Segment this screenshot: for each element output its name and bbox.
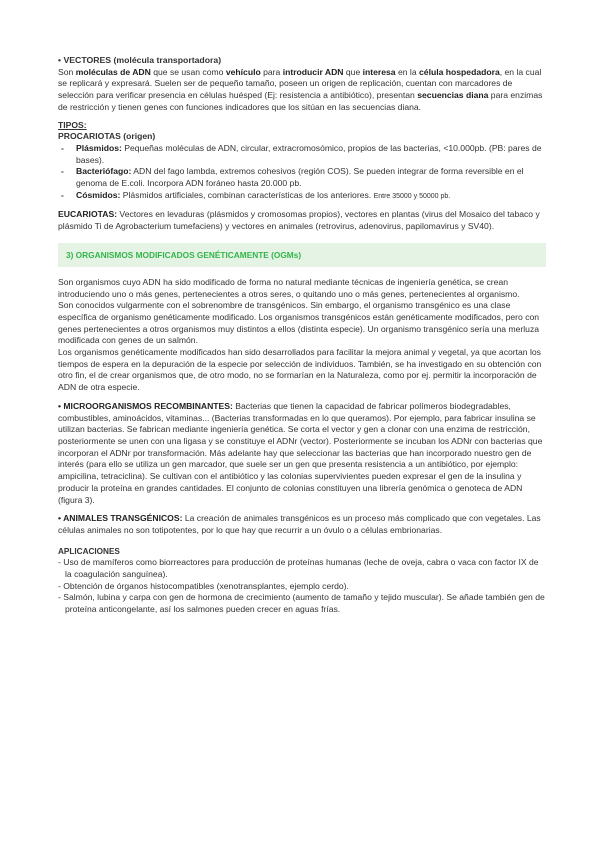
list-item — [58, 143, 546, 166]
bold-run: moléculas de ADN — [75, 66, 151, 77]
bold-run: introducir ADN — [282, 66, 344, 77]
procariotas-list — [58, 143, 546, 203]
item-text: Plásmidos artificiales, combinan características de los anteriores. — [120, 189, 374, 200]
text-run: que se usan como — [150, 66, 226, 77]
item-term: Cósmidos: — [76, 189, 121, 200]
aplicaciones-list — [58, 557, 546, 616]
bold-run: célula hospedadora — [419, 66, 500, 77]
text-run: , en la cual se replicará y expresará. Suelen ser de pequeño tamaño, poseen un origen de replicación, cuentan con marcadores de selección para verificar presencia en células huésped (Ej: resistencia a antibiótico), presentan — [58, 66, 542, 101]
document-page — [58, 55, 546, 616]
text-run: en la — [395, 66, 420, 77]
ogm-paragraph-3: Los organismos genéticamente modificados han sido desarrollados para facilitar la mejora animal y vegetal, ya que acortan los tiempos de espera en la depuración de la especie por selección de individuos. También, se ha investigado en su obtención con otro fin, el de crear organismos que, de otro modo, no se formarían en la Naturaleza, como por ej. permitir la incorporación de ADN de otra especie. — [58, 347, 542, 393]
list-item: - Uso de mamíferos como biorreactores para producción de proteínas humanas (leche de oveja, cabra o vaca con factor IX de la coagulación sanguínea). — [58, 557, 539, 580]
item-small-note: Entre 35000 y 50000 pb. — [373, 192, 451, 200]
bold-run: interesa — [362, 66, 396, 77]
microorganismos-term: • MICROORGANISMOS RECOMBINANTES: — [58, 400, 233, 411]
ogm-section-title: 3) ORGANISMOS MODIFICADOS GENÉTICAMENTE (OGMs) — [66, 249, 302, 260]
ogm-paragraph-1: Son organismos cuyo ADN ha sido modificado de forma no natural mediante técnicas de ingeniería genética, se crean introduciendo uno o más genes, pertenecientes a otros seres, o quitando uno o más genes, pertenecientes al organismo. — [58, 276, 520, 299]
item-text: ADN del fago lambda, extremos cohesivos (región COS). Se pueden integrar de forma reversible en el genoma de E.coli. Incorpora ADN foráneo hasta 20.000 pb. — [76, 166, 524, 189]
item-text: Pequeñas moléculas de ADN, circular, extracromosómico, propios de las bacterias, <10.000pb. (PB: pares de bases). — [76, 142, 542, 165]
text-run: que — [343, 66, 363, 77]
tipos-label: TIPOS: — [58, 119, 87, 130]
animales-term: • ANIMALES TRANSGÉNICOS: — [58, 513, 183, 524]
microorganismos-text: Bacterias que tienen la capacidad de fabricar polímeros biodegradables, combustibles, aminoácidos, vitaminas... (Bacterias transformadas en lo que queramos). Por ejemplo, para fabricar insulina se utilizan bacterias. Se fabrican mediante ingeniería genética. Se corta el vector y gen a clonar con una enzima de restricción, posteriormente se unen con una ligasa y se constituye el ADNr (vector). Posteriormente se incuban los ADNr con bacterias que incorporan el ADNr por transformación. Más adelante hay que seleccionar las bacterias que han incorporado nuestro gen de interés (para ello se utiliza un gen marcador, que suele ser un gen que presenta resistencia a un antibiótico, por ejemplo: ampicilina, tetraciclina). Se cultivan con el antibiótico y las colonias supervivientes pueden expresar el gen de la insulina y producir la proteína en grandes cantidades. El conjunto de colonias constituyen una librería genómica o genoteca de ADN (figura 3). — [58, 400, 543, 505]
text-run: para — [260, 66, 283, 77]
text-run: para enzimas de restricción y tienen genes con funciones indicadores que los sitúan en las secuencias diana. — [58, 90, 543, 112]
list-item — [58, 166, 546, 189]
eucariotas-term: EUCARIOTAS: — [58, 209, 118, 220]
bold-run: secuencias diana — [417, 90, 489, 101]
microorganismos-paragraph — [58, 401, 546, 506]
item-term: Bacteriófago: — [76, 166, 132, 177]
animales-paragraph — [58, 513, 546, 536]
list-item: - Obtención de órganos histocompatibles (xenotransplantes, ejemplo cerdo). — [58, 580, 349, 591]
eucariotas-paragraph — [58, 209, 546, 232]
list-item: - Salmón, lubina y carpa con gen de hormona de crecimiento (aumento de tamaño y tejido muscular). Se añade también gen de proteína anticongelante, así los salmones pueden crecer en aguas frías. — [58, 592, 545, 615]
procariotas-heading: PROCARIOTAS (origen) — [58, 131, 156, 142]
vectores-paragraph — [58, 67, 546, 114]
list-item — [58, 190, 546, 203]
item-term: Plásmidos: — [76, 142, 122, 153]
section-title-box — [58, 243, 546, 267]
bold-run: vehículo — [225, 66, 261, 77]
animales-text: La creación de animales transgénicos es un proceso más complicado que con vegetales. Las células animales no son totipotentes, por lo que hay que recurrir a un óvulo o a células embrionarias. — [58, 513, 541, 535]
vectores-section — [58, 55, 546, 114]
vectores-heading: • VECTORES (molécula transportadora) — [58, 55, 222, 65]
aplicaciones-heading: APLICACIONES — [58, 546, 120, 556]
ogm-paragraph-2: Son conocidos vulgarmente con el sobrenombre de transgénicos. Sin embargo, el organismo transgénico es una clase específica de organismo genéticamente modificado. Los organismos transgénicos están genéticamente modificados, pero con genes pertenecientes a otros organismos muy distintos a ellos (distinta especie). Un organismo transgénico sería una merluza modificada con genes de un salmón. — [58, 300, 540, 346]
eucariotas-text: Vectores en levaduras (plásmidos y cromosomas propios), vectores en plantas (virus del Mosaico del tabaco y plásmido Ti de Agrobacterium tumefaciens) y vectores en animales (retrovirus, adenovirus, papilomavirus y SV40). — [58, 209, 540, 232]
text-run: Son — [58, 66, 76, 77]
